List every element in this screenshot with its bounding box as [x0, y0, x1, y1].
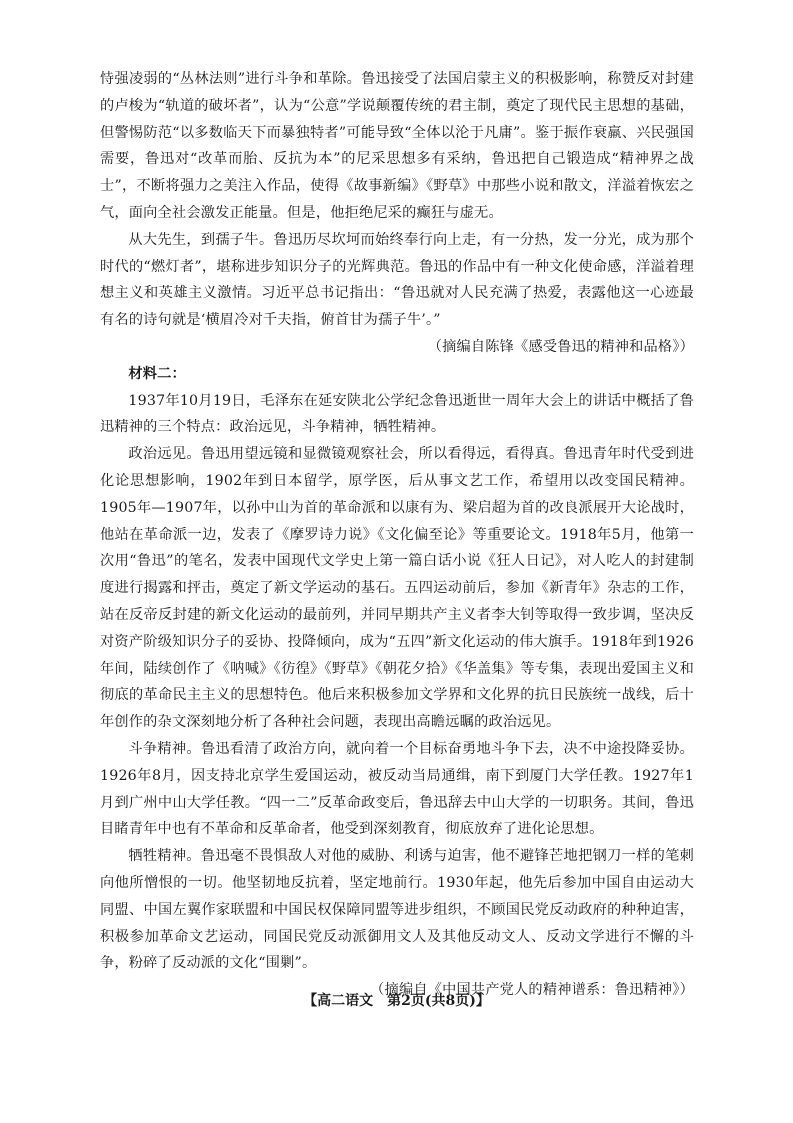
paragraph-3: 1937年10月19日，毛泽东在延安陕北公学纪念鲁迅逝世一周年大会上的讲话中概括了鲁迅精神的三个特点：政治远见，斗争精神，牺牲精神。 — [100, 392, 694, 436]
paragraph-1: 恃强凌弱的“丛林法则”进行斗争和革除。鲁迅接受了法国启蒙主义的积极影响，称赞反对封建的卢梭为“轨道的破坏者”，认为“公意”学说颠覆传统的君主制，奠定了现代民主思想的基础，但警惕防范“以多数临天下而暴独特者”可能导致“全体以沦于凡庸”。鉴于振作衰羸、兴民强国需要，鲁迅对“改革而胎、反抗为本”的尼采思想多有采纳，鲁迅把自己锻造成“精神界之战士”，不断将强力之美注入作品，使得《故事新编》《野草》中那些小说和散文，洋溢着恢宏之气，面向全社会激发正能量。但是，他拒绝尼采的癫狂与虚无。 — [100, 71, 694, 221]
paragraph-political-vision: 政治远见。鲁迅用望远镜和显微镜观察社会，所以看得远，看得真。鲁迅青年时代受到进化论思想影响，1902年到日本留学，原学医，后从事文艺工作，希望用以改变国民精神。1905年—1907年，以孙中山为首的革命派和以康有为、梁启超为首的改良派展开大论战时，他站在革命派一边，发表了《摩罗诗力说》《文化偏至论》等重要论文。1918年5月，他第一次用“鲁迅”的笔名，发表中国现代文学史上第一篇白话小说《狂人日记》，对人吃人的封建制度进行揭露和抨击，奠定了新文学运动的基石。五四运动前后，参加《新青年》杂志的工作，站在反帝反封建的新文化运动的最前列，并同早期共产主义者李大钊等取得一致步调，坚决反对资产阶级知识分子的妥协、投降倾向，成为“五四”新文化运动的伟大旗手。1918年到1926年间，陆续创作了《呐喊》《彷徨》《野草》《朝花夕拾》《华盖集》等专集，表现出爱国主义和彻底的革命民主主义的思想特色。他后来积极参加文学界和文化界的抗日民族统一战线，后十年创作的杂文深刻地分析了各种社会问题，表现出高瞻远瞩的政治远见。 — [100, 446, 694, 731]
page-footer: 【高二语文 第2页(共8页)】 — [303, 993, 490, 1009]
source-citation-2: （摘编自《中国共产党人的精神谱系：鲁迅精神》） — [370, 982, 694, 999]
source-citation-1: （摘编自陈锋《感受鲁迅的精神和品格》） — [427, 338, 694, 355]
text-body — [100, 66, 694, 1004]
paragraph-2: 从大先生，到孺子牛。鲁迅历尽坎坷而始终奉行向上走，有一分热，发一分光，成为那个时代的“燃灯者”，堪称进步知识分子的光辉典范。鲁迅的作品中有一种文化使命感，洋溢着理想主义和英雄主义激情。习近平总书记指出：“鲁迅就对人民充满了热爱，表露他这一心迹最有名的诗句就是‘横眉冷对千夫指，俯首甘为孺子牛’。” — [100, 231, 694, 329]
paragraph-sacrifice-spirit: 牺牲精神。鲁迅毫不畏惧敌人对他的威胁、利诱与迫害，他不避锋芒地把钢刀一样的笔刺向他所憎恨的一切。他坚韧地反抗着，坚定地前行。1930年起，他先后参加中国自由运动大同盟、中国左翼作家联盟和中国民权保障同盟等进步组织，不顾国民党反动政府的种种迫害，积极参加革命文艺运动，同国民党反动派御用文人及其他反动文人、反动文学进行不懈的斗争，粉碎了反动派的文化“围剿”。 — [100, 848, 694, 972]
material-two-heading: 材料二： — [128, 365, 186, 382]
paragraph-fighting-spirit: 斗争精神。鲁迅看清了政治方向，就向着一个目标奋勇地斗争下去，决不中途投降妥协。1926年8月，因支持北京学生爱国运动，被反动当局通缉，南下到厦门大学任教。1927年1月到广州中山大学任教。“四一二”反革命政变后，鲁迅辞去中山大学的一切职务。其间，鲁迅目睹青年中也有不革命和反革命者，他受到深刻教育，彻底放弃了进化论思想。 — [100, 740, 694, 838]
